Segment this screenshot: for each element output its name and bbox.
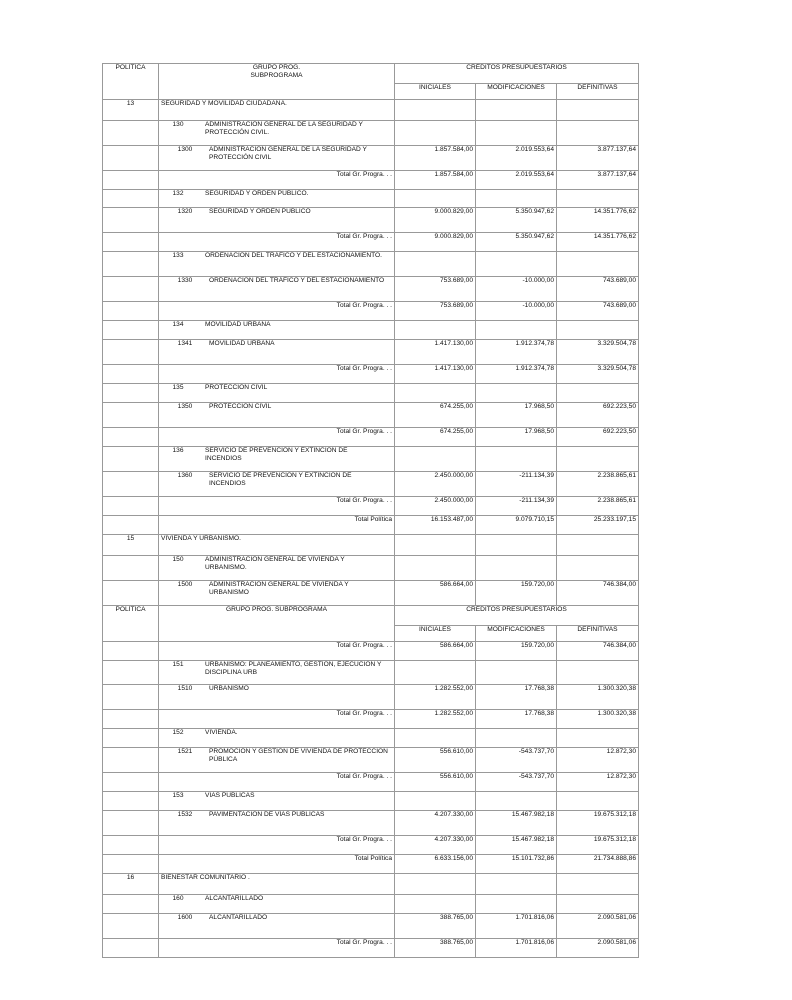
- total-group-label: Total Gr. Progra. . .: [159, 365, 395, 384]
- program-name: ADMINISTRACIÓN GENERAL DE VIVIENDA Y URBANISMO: [209, 581, 349, 596]
- table-row: [103, 252, 639, 277]
- header-definitivas: DEFINITIVAS: [557, 626, 639, 642]
- cell-iniciales: 556.610,00: [395, 773, 476, 792]
- group-code: 151: [172, 661, 184, 668]
- cell-iniciales: [395, 895, 476, 914]
- program-cell: [159, 208, 395, 233]
- cell-definitivas: 19.675.312,18: [557, 836, 639, 855]
- table-row: [103, 710, 639, 729]
- cell-definitivas: 3.877.137,64: [557, 146, 639, 171]
- cell-iniciales: 1.417.130,00: [395, 340, 476, 365]
- policy-cell: [103, 302, 159, 321]
- table-row: [103, 792, 639, 811]
- policy-cell: [103, 914, 159, 939]
- cell-definitivas: 14.351.776,62: [557, 208, 639, 233]
- program-name: ALCANTARILLADO: [209, 914, 268, 921]
- table-row: [103, 895, 639, 914]
- cell-iniciales: [395, 384, 476, 403]
- program-code: 1600: [177, 914, 193, 921]
- table-row: [103, 914, 639, 939]
- policy-code: 16: [103, 874, 159, 895]
- cell-definitivas: [557, 121, 639, 146]
- policy-cell: [103, 277, 159, 302]
- cell-modificaciones: [476, 321, 557, 340]
- policy-cell: [103, 497, 159, 516]
- policy-cell: [103, 208, 159, 233]
- cell-modificaciones: 15.101.732,86: [476, 855, 557, 874]
- cell-definitivas: 1.300.320,38: [557, 710, 639, 729]
- group-name: ALCANTARILLADO: [205, 895, 264, 902]
- policy-cell: [103, 811, 159, 836]
- group-cell: [159, 792, 395, 811]
- program-name: MOVILIDAD URBANA: [209, 340, 275, 347]
- policy-cell: [103, 171, 159, 190]
- program-code: 1330: [177, 277, 193, 284]
- cell-modificaciones: [476, 874, 557, 895]
- group-name: ORDENACIÓN DEL TRÁFICO Y DEL ESTACIONAMIENTO.: [205, 252, 382, 259]
- header-grupo-programa: [159, 64, 395, 100]
- group-cell: [159, 447, 395, 472]
- cell-iniciales: 674.255,00: [395, 403, 476, 428]
- group-code: 130: [172, 121, 184, 128]
- cell-modificaciones: 1.912.374,78: [476, 365, 557, 384]
- table-row: [103, 428, 639, 447]
- cell-modificaciones: -10.000,00: [476, 302, 557, 321]
- table-row: [103, 146, 639, 171]
- cell-definitivas: 19.675.312,18: [557, 811, 639, 836]
- table-row: [103, 365, 639, 384]
- cell-definitivas: [557, 792, 639, 811]
- cell-iniciales: 753.689,00: [395, 277, 476, 302]
- program-cell: [159, 403, 395, 428]
- cell-modificaciones: 17.968,50: [476, 403, 557, 428]
- cell-iniciales: 1.857.584,00: [395, 171, 476, 190]
- cell-modificaciones: -543.737,70: [476, 773, 557, 792]
- policy-cell: [103, 365, 159, 384]
- cell-iniciales: [395, 321, 476, 340]
- group-cell: [159, 661, 395, 685]
- table-row: [103, 233, 639, 252]
- program-code: 1500: [177, 581, 193, 588]
- table-row: [103, 855, 639, 874]
- table-row: [103, 836, 639, 855]
- cell-definitivas: [557, 535, 639, 556]
- cell-definitivas: 14.351.776,62: [557, 233, 639, 252]
- header-iniciales: INICIALES: [395, 84, 476, 100]
- cell-definitivas: 1.300.320,38: [557, 685, 639, 710]
- group-cell: [159, 321, 395, 340]
- header-iniciales: INICIALES: [395, 626, 476, 642]
- header-politica: POLÍTICA: [103, 64, 159, 100]
- table-row: [103, 556, 639, 581]
- table-row: [103, 874, 639, 895]
- cell-iniciales: 586.664,00: [395, 642, 476, 661]
- cell-iniciales: 4.207.330,00: [395, 811, 476, 836]
- table-row: [103, 384, 639, 403]
- cell-modificaciones: [476, 895, 557, 914]
- cell-definitivas: [557, 895, 639, 914]
- policy-cell: [103, 447, 159, 472]
- cell-iniciales: 388.765,00: [395, 914, 476, 939]
- policy-cell: [103, 792, 159, 811]
- policy-cell: [103, 384, 159, 403]
- program-cell: [159, 581, 395, 606]
- cell-iniciales: 1.857.584,00: [395, 146, 476, 171]
- cell-definitivas: [557, 190, 639, 208]
- cell-definitivas: [557, 100, 639, 121]
- table-row: [103, 661, 639, 685]
- group-cell: [159, 252, 395, 277]
- cell-modificaciones: [476, 792, 557, 811]
- cell-definitivas: 743.689,00: [557, 302, 639, 321]
- total-group-label: Total Gr. Progra. . .: [159, 497, 395, 516]
- group-name: SERVICIO DE PREVENCIÓN Y EXTINCIÓN DE INCENDIOS: [205, 447, 348, 462]
- total-group-label: Total Gr. Progra. . .: [159, 428, 395, 447]
- cell-modificaciones: -211.134,39: [476, 497, 557, 516]
- program-code: 1521: [177, 748, 193, 755]
- cell-modificaciones: [476, 190, 557, 208]
- header-row: [103, 606, 639, 626]
- cell-iniciales: 2.450.000,00: [395, 497, 476, 516]
- table-row: [103, 748, 639, 773]
- total-group-label: Total Gr. Progra. . .: [159, 939, 395, 958]
- cell-definitivas: 3.329.504,78: [557, 340, 639, 365]
- cell-iniciales: 16.153.487,00: [395, 516, 476, 535]
- policy-cell: [103, 121, 159, 146]
- total-policy-label: Total Política: [159, 855, 395, 874]
- table-row: [103, 321, 639, 340]
- cell-modificaciones: 2.019.553,64: [476, 146, 557, 171]
- policy-cell: [103, 773, 159, 792]
- table-row: [103, 581, 639, 606]
- policy-name: SEGURIDAD Y MOVILIDAD CIUDADANA.: [159, 100, 395, 121]
- cell-definitivas: 692.223,50: [557, 403, 639, 428]
- cell-modificaciones: 17.768,38: [476, 685, 557, 710]
- group-name: URBANISMO: PLANEAMIENTO, GESTIÓN, EJECUCIÓN Y DISCIPLINA URB: [205, 661, 382, 676]
- budget-table-body: [103, 64, 639, 958]
- cell-modificaciones: 159.720,00: [476, 581, 557, 606]
- program-code: 1510: [177, 685, 193, 692]
- total-group-label: Total Gr. Progra. . .: [159, 233, 395, 252]
- table-row: [103, 939, 639, 958]
- cell-definitivas: [557, 556, 639, 581]
- program-cell: [159, 277, 395, 302]
- cell-definitivas: 21.734.888,86: [557, 855, 639, 874]
- cell-definitivas: [557, 252, 639, 277]
- policy-cell: [103, 516, 159, 535]
- policy-cell: [103, 472, 159, 497]
- cell-iniciales: [395, 252, 476, 277]
- cell-iniciales: 556.610,00: [395, 748, 476, 773]
- cell-definitivas: [557, 874, 639, 895]
- table-row: [103, 403, 639, 428]
- cell-definitivas: [557, 661, 639, 685]
- cell-iniciales: 1.282.552,00: [395, 685, 476, 710]
- policy-cell: [103, 340, 159, 365]
- cell-definitivas: 743.689,00: [557, 277, 639, 302]
- table-row: [103, 100, 639, 121]
- table-row: [103, 171, 639, 190]
- program-name: PROMOCIÓN Y GESTIÓN DE VIVIENDA DE PROTECCIÓN PÚBLICA: [209, 748, 388, 763]
- header-row: [103, 64, 639, 84]
- cell-modificaciones: 15.467.982,18: [476, 811, 557, 836]
- cell-modificaciones: [476, 729, 557, 748]
- cell-modificaciones: 5.350.947,62: [476, 233, 557, 252]
- policy-cell: [103, 939, 159, 958]
- group-code: 152: [172, 729, 184, 736]
- policy-cell: [103, 428, 159, 447]
- cell-modificaciones: 1.912.374,78: [476, 340, 557, 365]
- policy-name: BIENESTAR COMUNITARIO .: [159, 874, 395, 895]
- table-row: [103, 302, 639, 321]
- cell-iniciales: 9.000.829,00: [395, 233, 476, 252]
- cell-definitivas: [557, 729, 639, 748]
- cell-definitivas: [557, 321, 639, 340]
- group-cell: [159, 121, 395, 146]
- policy-code: 15: [103, 535, 159, 556]
- budget-table: [102, 63, 639, 958]
- group-name: ADMINISTRACIÓN GENERAL DE VIVIENDA Y URBANISMO.: [205, 556, 345, 571]
- program-name: URBANISMO: [209, 685, 249, 692]
- header-grupo-line1: GRUPO PROG.: [252, 64, 301, 71]
- group-name: VIAS PÚBLICAS: [205, 792, 255, 799]
- cell-iniciales: 4.207.330,00: [395, 836, 476, 855]
- program-cell: [159, 811, 395, 836]
- group-code: 133: [172, 252, 184, 259]
- cell-definitivas: 25.233.197,15: [557, 516, 639, 535]
- cell-definitivas: 2.238.865,61: [557, 497, 639, 516]
- policy-cell: [103, 729, 159, 748]
- table-row: [103, 340, 639, 365]
- total-policy-label: Total Política: [159, 516, 395, 535]
- cell-modificaciones: 5.350.947,62: [476, 208, 557, 233]
- cell-iniciales: 6.633.156,00: [395, 855, 476, 874]
- cell-iniciales: [395, 190, 476, 208]
- policy-cell: [103, 855, 159, 874]
- table-row: [103, 642, 639, 661]
- cell-modificaciones: [476, 556, 557, 581]
- policy-cell: [103, 403, 159, 428]
- header-creditos: CRÉDITOS PRESUPUESTARIOS: [395, 606, 639, 626]
- program-cell: [159, 748, 395, 773]
- cell-iniciales: [395, 661, 476, 685]
- cell-definitivas: 2.090.581,06: [557, 914, 639, 939]
- table-row: [103, 497, 639, 516]
- group-name: MOVILIDAD URBANA: [205, 321, 271, 328]
- policy-cell: [103, 748, 159, 773]
- group-name: SEGURIDAD Y ORDEN PÚBLICO.: [205, 190, 309, 197]
- policy-cell: [103, 836, 159, 855]
- cell-modificaciones: 15.467.982,18: [476, 836, 557, 855]
- cell-iniciales: [395, 729, 476, 748]
- total-group-label: Total Gr. Progra. . .: [159, 836, 395, 855]
- cell-modificaciones: 9.079.710,15: [476, 516, 557, 535]
- program-cell: [159, 472, 395, 497]
- cell-iniciales: 2.450.000,00: [395, 472, 476, 497]
- cell-definitivas: 3.877.137,64: [557, 171, 639, 190]
- program-cell: [159, 340, 395, 365]
- table-row: [103, 208, 639, 233]
- cell-iniciales: 753.689,00: [395, 302, 476, 321]
- program-code: 1532: [177, 811, 193, 818]
- policy-cell: [103, 685, 159, 710]
- table-row: [103, 811, 639, 836]
- cell-iniciales: [395, 447, 476, 472]
- cell-definitivas: 746.384,00: [557, 581, 639, 606]
- cell-iniciales: 674.255,00: [395, 428, 476, 447]
- table-row: [103, 190, 639, 208]
- group-code: 160: [172, 895, 184, 902]
- cell-iniciales: [395, 121, 476, 146]
- group-cell: [159, 729, 395, 748]
- cell-definitivas: 2.090.581,06: [557, 939, 639, 958]
- group-name: PROTECCIÓN CIVIL: [205, 384, 268, 391]
- header-creditos: CRÉDITOS PRESUPUESTARIOS: [395, 64, 639, 84]
- total-group-label: Total Gr. Progra. . .: [159, 171, 395, 190]
- policy-code: 13: [103, 100, 159, 121]
- cell-definitivas: 746.384,00: [557, 642, 639, 661]
- group-code: 132: [172, 190, 184, 197]
- cell-modificaciones: [476, 121, 557, 146]
- program-name: SEGURIDAD Y ORDEN PÚBLICO: [209, 208, 311, 215]
- policy-cell: [103, 190, 159, 208]
- cell-modificaciones: 17.968,50: [476, 428, 557, 447]
- table-row: [103, 685, 639, 710]
- cell-modificaciones: [476, 100, 557, 121]
- cell-modificaciones: 17.768,38: [476, 710, 557, 729]
- cell-modificaciones: [476, 535, 557, 556]
- program-code: 1320: [177, 208, 193, 215]
- total-group-label: Total Gr. Progra. . .: [159, 773, 395, 792]
- table-row: [103, 121, 639, 146]
- total-group-label: Total Gr. Progra. . .: [159, 642, 395, 661]
- policy-cell: [103, 710, 159, 729]
- program-name: PROTECCIÓN CIVIL: [209, 403, 272, 410]
- program-code: 1360: [177, 472, 193, 479]
- cell-iniciales: 586.664,00: [395, 581, 476, 606]
- policy-cell: [103, 642, 159, 661]
- cell-iniciales: 388.765,00: [395, 939, 476, 958]
- group-code: 150: [172, 556, 184, 563]
- cell-iniciales: 1.417.130,00: [395, 365, 476, 384]
- policy-cell: [103, 146, 159, 171]
- cell-definitivas: 3.329.504,78: [557, 365, 639, 384]
- program-name: ADMINISTRACIÓN GENERAL DE LA SEGURIDAD Y PROTECCIÓN CIVIL: [209, 146, 367, 161]
- cell-definitivas: 692.223,50: [557, 428, 639, 447]
- cell-definitivas: 2.238.865,61: [557, 472, 639, 497]
- cell-modificaciones: -211.134,39: [476, 472, 557, 497]
- cell-iniciales: [395, 556, 476, 581]
- group-code: 134: [172, 321, 184, 328]
- group-code: 136: [172, 447, 184, 454]
- header-modificaciones: MODIFICACIONES: [476, 626, 557, 642]
- policy-name: VIVIENDA Y URBANISMO.: [159, 535, 395, 556]
- group-code: 153: [172, 792, 184, 799]
- group-cell: [159, 556, 395, 581]
- table-row: [103, 535, 639, 556]
- program-code: 1350: [177, 403, 193, 410]
- header-politica: POLÍTICA: [103, 606, 159, 642]
- policy-cell: [103, 321, 159, 340]
- cell-modificaciones: 2.019.553,64: [476, 171, 557, 190]
- cell-definitivas: 12.872,30: [557, 748, 639, 773]
- program-code: 1300: [177, 146, 193, 153]
- cell-definitivas: [557, 447, 639, 472]
- group-name: VIVIENDA.: [205, 729, 238, 736]
- cell-definitivas: [557, 384, 639, 403]
- policy-cell: [103, 895, 159, 914]
- cell-modificaciones: [476, 252, 557, 277]
- cell-modificaciones: [476, 384, 557, 403]
- table-row: [103, 516, 639, 535]
- group-cell: [159, 190, 395, 208]
- program-name: SERVICIO DE PREVENCIÓN Y EXTINCIÓN DE INCENDIOS: [209, 472, 352, 487]
- policy-cell: [103, 661, 159, 685]
- cell-modificaciones: [476, 661, 557, 685]
- table-row: [103, 472, 639, 497]
- cell-modificaciones: 159.720,00: [476, 642, 557, 661]
- group-name: ADMINISTRACIÓN GENERAL DE LA SEGURIDAD Y PROTECCIÓN CIVIL.: [205, 121, 363, 136]
- table-row: [103, 277, 639, 302]
- cell-iniciales: [395, 535, 476, 556]
- header-grupo-line2: SUBPROGRAMA: [250, 72, 303, 79]
- cell-modificaciones: 1.701.816,06: [476, 914, 557, 939]
- program-cell: [159, 914, 395, 939]
- policy-cell: [103, 252, 159, 277]
- group-cell: [159, 384, 395, 403]
- table-row: [103, 729, 639, 748]
- header-modificaciones: MODIFICACIONES: [476, 84, 557, 100]
- total-group-label: Total Gr. Progra. . .: [159, 710, 395, 729]
- cell-iniciales: 1.282.552,00: [395, 710, 476, 729]
- cell-modificaciones: -10.000,00: [476, 277, 557, 302]
- cell-iniciales: [395, 100, 476, 121]
- cell-definitivas: 12.872,30: [557, 773, 639, 792]
- program-cell: [159, 685, 395, 710]
- table-row: [103, 773, 639, 792]
- program-name: PAVIMENTACIÓN DE VÍAS PÚBLICAS: [209, 811, 325, 818]
- cell-modificaciones: [476, 447, 557, 472]
- cell-modificaciones: 1.701.816,06: [476, 939, 557, 958]
- header-definitivas: DEFINITIVAS: [557, 84, 639, 100]
- policy-cell: [103, 556, 159, 581]
- group-code: 135: [172, 384, 184, 391]
- program-code: 1341: [177, 340, 193, 347]
- program-name: ORDENACIÓN DEL TRÁFICO Y DEL ESTACIONAMIENTO: [209, 277, 385, 284]
- policy-cell: [103, 233, 159, 252]
- policy-cell: [103, 581, 159, 606]
- cell-modificaciones: -543.737,70: [476, 748, 557, 773]
- cell-iniciales: 9.000.829,00: [395, 208, 476, 233]
- cell-iniciales: [395, 874, 476, 895]
- cell-iniciales: [395, 792, 476, 811]
- program-cell: [159, 146, 395, 171]
- group-cell: [159, 895, 395, 914]
- total-group-label: Total Gr. Progra. . .: [159, 302, 395, 321]
- table-row: [103, 447, 639, 472]
- header-grupo-programa: GRUPO PROG. SUBPROGRAMA: [159, 606, 395, 642]
